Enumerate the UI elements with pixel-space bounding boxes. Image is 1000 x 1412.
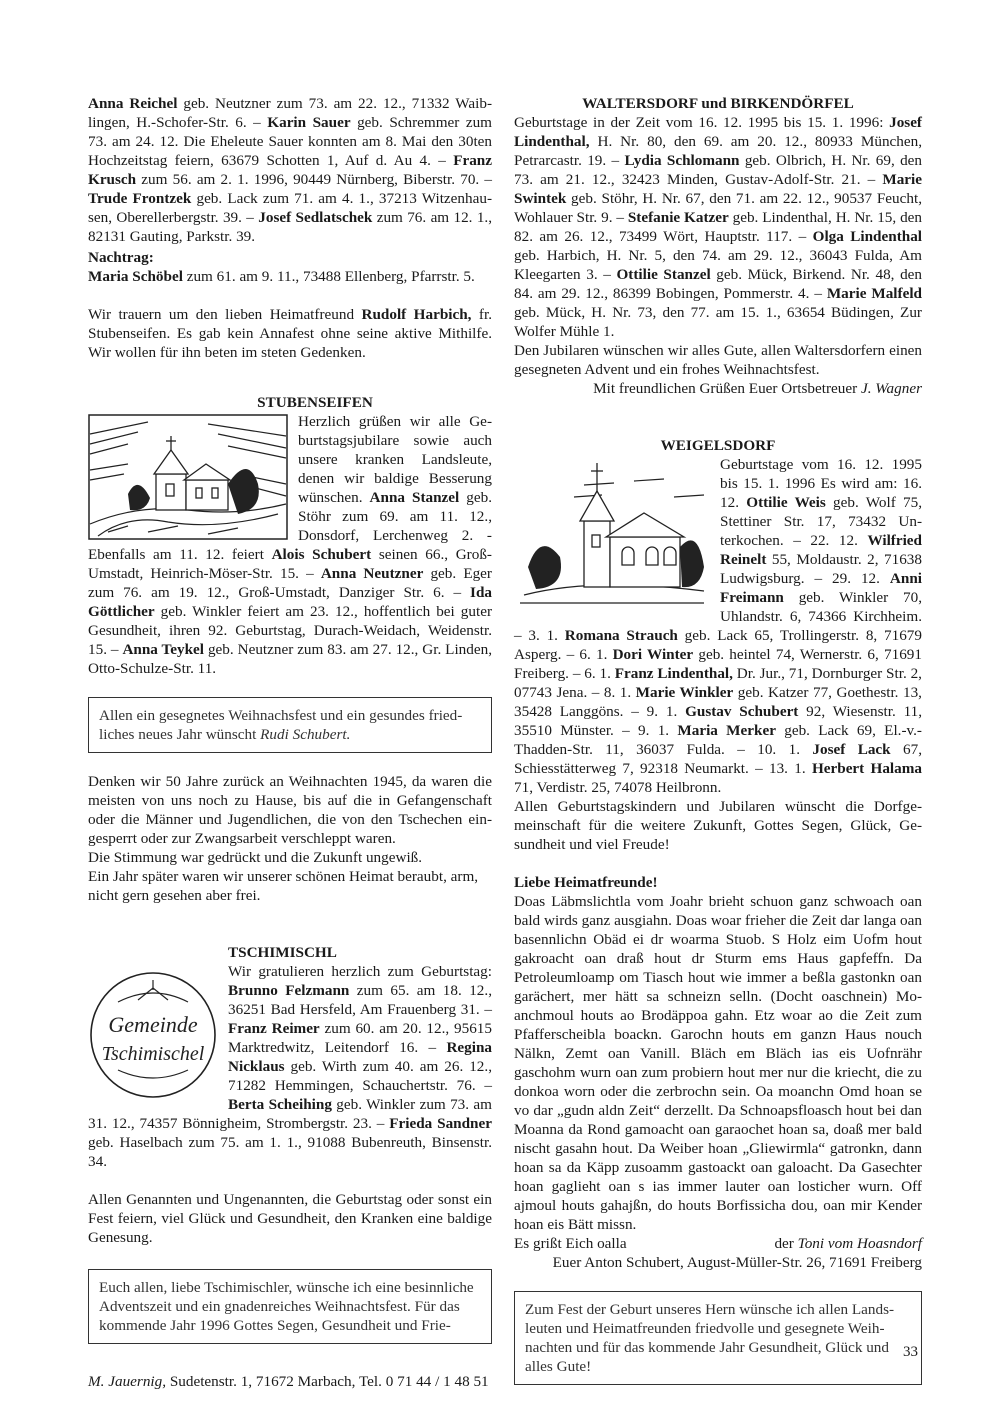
bold-name: Berta Scheihing xyxy=(228,1096,332,1113)
left-column xyxy=(88,94,492,1391)
greeting-box-fest-text: Zum Fest der Geburt unseres Hern wünsche ich allen Landsleuten und Heimatfreunden friedvolle und gesegnete Weihnachten und für das kommende Jahr Gesundheit, Glück und alles Gute! xyxy=(525,1301,895,1375)
waltersdorf-list: Geburtstage in der Zeit vom 16. 12. 1995 bis 15. 1. 1996: Josef Lindenthal, H. Nr. 80, den 69. am 20. 12., 80933 München, Petrarcastr. 19. – Lydia Schlomann geb. Olbrich, H. Nr. 69, den 73. am 21. 12., 32423 Minden, Gustav-Adolf-Str. 21. – Marie Swintek geb. Stöhr, H. Nr. 67, den 71. am 22. 12., 90537 Feucht, Wohlauer Str. 9. – Stefanie Katzer geb. Lindenthal, H. Nr. 15, den 82. am 26. 12., 73499 Wört, Hauptstr. 117. – Olga Lindenthal geb. Harbich, H. Nr. 5, den 74. am 29. 12., 36043 Fulda, Am Kleegarten 3. – Ottilie Stanzel geb. Mück, Birkend. Nr. 48, den 84. am 29. 12., 86399 Bobingen, Pommerstr. 4. – Marie Malfeld geb. Mück, H. Nr. 73, den 77. am 15. 1., 63654 Büdingen, Zur Wolfer Mühle 1. xyxy=(514,114,923,340)
signature-address: Euer Anton Schubert, August-Müller-Str. 26, 71691 Freiberg xyxy=(552,1254,922,1271)
genannten-paragraph: Allen Genannten und Ungenannten, die Geburtstag oder sonst ein Fest feiern, viel Glück und Gesundheit, den Kranken eine baldige Genesung. xyxy=(88,1191,492,1246)
bold-name: Gustav Schubert xyxy=(685,703,799,720)
church-sketch-icon xyxy=(514,457,708,607)
bold-name: Marie Swintek xyxy=(514,171,922,207)
signature-line xyxy=(514,1234,922,1253)
waltersdorf-heading: WALTERSDORF und BIRKENDÖRFEL xyxy=(582,95,854,112)
signature-name-prefix: der xyxy=(774,1235,798,1252)
stamp-text-tschimischel: Tschimischel xyxy=(101,1043,205,1065)
bold-name: Herbert Halama xyxy=(811,760,922,777)
birthday-list-paragraph: Anna Reichel geb. Neutzner zum 73. am 22. 12., 71332 Waiblingen, H.-Schofer-Str. 6. – Karin Sauer geb. Schremmer zum 73. am 24. 12. Die Eheleute Sauer konnten am 8. Mai den 30ten Hochzeitstag feiern, 63679 Schotten 1, Auf d. Au 4. – Franz Krusch zum 56. am 2. 1. 1996, 90449 Nürnberg, Biberstr. 70. – Trude Frontzek geb. Lack zum 71. am 4. 1., 37213 Witzenhausen, Oberellerbergstr. 39. – Josef Sedlatschek zum 76. am 12. 1., 82131 Gauting, Parkstr. 39. xyxy=(88,95,493,245)
right-column xyxy=(514,94,922,1385)
signature-greeting: Es grißt Eich oalla xyxy=(514,1235,627,1252)
dialect-story: Doas Läbmslichtla vom Joahr brieht schuon ganz schwoach oan bald wirds ganz ausgiahn. Doas woar frieher die Zeit dar langa oan basennlichn Obäd ei dr woarma Stuob. S Holz eim Uofm hout gakroacht oan draß hout dr Sturm ems Haus gapfeffn. Da Petroleumloamp om Tiasch hout wie immer a beßla gastonkn oan garächert, mer hätt sa schneizn selln. (Docht oaschnein) Moanchmoul houts ao Brodäppoa gahn. Etz woar ao die Zeit zum Pfafferscheibla boackn. Garochn houts em ganzn Haus nouch Nälkn, Zemt oan Vanill. Bläch em Bläch ias eis Uofnrähr gaschohm wurn oan zum probiern hout mer nur die kriecht, die zu donkoa worn oder die zerbrochn sein. Oa moanchn Omd hoan se vo dar „gudn aldn Zeit“ derzellt. Da Schnoapsfloasch hout bei dan Moanna da Rond gamoacht oan garaochet hoan sa, doaß mer bald nischt gasahn hout. Da Weiber hoan „Gliewirmla“ gatronkn, dann hoan sa da Käpp zusoamm gastoackt oan galoacht. Da Gasechter hoan gaglieht oan s ias immer lauter oan losticher wurn. Off ajmoul houts gahajßn, do houts Borfissicha dou, oan mir Kender hoan eis Bätt missn. xyxy=(514,893,922,1233)
bold-name: Stefanie Katzer xyxy=(627,209,729,226)
waltersdorf-signature: Mit freundlichen Grüßen Euer Ortsbetreuer J. Wagner xyxy=(593,380,922,397)
church-drawing-stubenseifen xyxy=(88,414,288,540)
bold-name: Ottilie Weis xyxy=(746,494,826,511)
bold-name: Dori Winter xyxy=(612,646,694,663)
bold-name: Maria Schöbel xyxy=(88,268,183,285)
bold-name: Regina Nicklaus xyxy=(228,1039,492,1075)
signature-name-italic: Toni vom Hoasndorf xyxy=(797,1235,922,1252)
bold-name: Anna Stanzel xyxy=(369,489,460,506)
bold-name: Olga Lindenthal xyxy=(812,228,923,245)
weigelsdorf-list: Geburtstage vom 16. 12. 1995 bis 15. 1. 1996 Es wird am: 16. 12. Ottilie Weis geb. Wolf 75, Stettiner Str. 17, 73432 Unterkochen. – 22. 12. Wilfried Reinelt 55, Moldaustr. 2, 71638 Ludwigsburg. – 29. 12. Anni Freimann geb. Winkler 70, Uhlandstr. 6, 74366 Kirchheim. – 3. 1. Romana Strauch geb. Lack 65, Trollingerstr. 8, 71679 Asperg. – 6. 1. Dori Winter geb. heintel 74, Wernerstr. 6, 71691 Freiberg. – 6. 1. Franz Lindenthal, Dr. Jur., 71, Dornburger Str. 2, 07743 Jena. – 8. 1. Marie Winkler geb. Katzer 77, Goethestr. 13, 35428 Langgöns. – 9. 1. Gustav Schubert 92, Wiesenstr. 11, 35510 Münster. – 9. 1. Maria Merker geb. Lack 69, El.-v.-Thadden-Str. 11, 36037 Fulda. – 10. 1. Josef Lack 67, Schiesstätterweg 7, 92318 Neumarkt. – 13. 1. Herbert Halama 71, Verdistr. 25, 74078 Heilbronn. xyxy=(514,456,923,796)
bold-name: Anni Freimann xyxy=(720,570,922,606)
bold-name: Frieda Sandner xyxy=(389,1115,492,1132)
bold-name: Ottilie Stanzel xyxy=(616,266,711,283)
bold-name: Franz Krusch xyxy=(88,152,492,188)
bold-name: Anna Neutzner xyxy=(320,565,424,582)
nachtrag-entry: Maria Schöbel zum 61. am 9. 11., 73488 Ellenberg, Pfarrstr. 5. xyxy=(88,268,475,285)
bold-name: Marie Winkler xyxy=(635,684,734,701)
trauer-paragraph: Wir trauern um den lieben Heimatfreund Rudolf Harbich, fr. Stubenseifen. Es gab kein Annafest ohne seine aktive Mithilfe. Wir wollen für ihn beten im steten Gedenken. xyxy=(88,306,493,361)
tschimischl-text: Wir gratulieren herzlich zum Geburtstag: Brunno Felzmann zum 65. am 18. 12., 36251 Bad Hersfeld, Am Frauenberg 31. – Franz Reimer zum 60. am 20. 12., 95615 Marktredwitz, Leitendorf 16. – Regina Nicklaus geb. Wirth zum 40. am 26. 12., 71282 Hemmingen, Schauchertstr. 76. – Berta Scheihing geb. Winkler zum 73. am 31. 12., 74357 Bönnigheim, Strombergstr. 23. – Frieda Sandner geb. Haselbach zum 75. am 1. 1., 91088 Bubenreuth, Binsenstr. 34. xyxy=(88,963,492,1170)
bold-name: Franz Lindenthal, xyxy=(614,665,733,682)
gemeinde-stamp xyxy=(88,970,218,1100)
bold-name: Josef Sedlatschek xyxy=(258,209,373,226)
church-sketch-icon xyxy=(88,414,288,540)
bold-name: Anna Teykel xyxy=(122,641,205,658)
bold-name: Josef Lindenthal, xyxy=(514,114,922,150)
bold-name: Brunno Felzmann xyxy=(228,982,350,999)
greeting-box-schubert xyxy=(88,697,492,753)
greeting-box-tschimischl-text: Euch allen, liebe Tschimischler, wünsche ich eine besinnliche Adventszeit und ein gnadenreiches Weihnachtsfest. Für das kommende Jahr 1996 Gottes Segen, Gesundheit und Frie- xyxy=(99,1279,474,1334)
greeting-box-schubert-text: Allen ein gesegnetes Weihnachsfest und ein gesundes friedliches neues Jahr wünscht Rudi Schubert. xyxy=(99,707,463,743)
italic-text: M. Jauernig, xyxy=(88,1373,167,1390)
denken-line-2: Die Stimmung war gedrückt und die Zukunft ungewiß. xyxy=(88,849,423,866)
greeting-box-fest xyxy=(514,1291,922,1385)
greeting-box-tschimischl xyxy=(88,1269,492,1344)
page-number: 33 xyxy=(903,1344,918,1360)
bold-name: Alois Schubert xyxy=(271,546,372,563)
bold-name: Anna Reichel xyxy=(88,95,178,112)
bold-name: Rudolf Harbich, xyxy=(361,306,472,323)
italic-text: J. Wagner xyxy=(860,380,922,397)
denken-line-3: Ein Jahr später waren wir unserer schönen Heimat beraubt, arm, nicht gern gesehen aber frei. xyxy=(88,868,479,904)
stubenseifen-heading: STUBENSEIFEN xyxy=(257,394,373,411)
signature-name xyxy=(774,1234,922,1253)
bold-name: Karin Sauer xyxy=(267,114,351,131)
nachtrag-label: Nachtrag: xyxy=(88,249,154,266)
bold-name: Trude Frontzek xyxy=(88,190,192,207)
bold-name: Franz Reimer xyxy=(228,1020,320,1037)
weigelsdorf-heading: WEIGELSDORF xyxy=(660,437,776,454)
bold-name: Romana Strauch xyxy=(564,627,678,644)
bold-name: Maria Merker xyxy=(677,722,776,739)
jauernig-footer: M. Jauernig, Sudetenstr. 1, 71672 Marbach, Tel. 0 71 44 / 1 48 51 xyxy=(88,1373,489,1390)
italic-text: Rudi Schubert. xyxy=(260,726,351,743)
stamp-text-gemeinde: Gemeinde xyxy=(108,1012,198,1037)
bold-name: Lydia Schlomann xyxy=(624,152,740,169)
tschimischl-heading: TSCHIMISCHL xyxy=(228,944,337,961)
liebe-heading: Liebe Heimatfreunde! xyxy=(514,874,658,891)
bold-name: Ida Göttlicher xyxy=(88,584,492,620)
stamp-seal-icon xyxy=(88,970,218,1100)
church-drawing-weigelsdorf xyxy=(514,457,708,607)
bold-name: Wilfried Reinelt xyxy=(720,532,922,568)
stubenseifen-text: Herzlich grüßen wir alle Geburtstagsjubilare sowie auch unsere kranken Landsleute, denen wir baldige Besserung wünschen. Anna Stanzel geb. Stöhr zum 69. am 11. 12., Donsdorf, Lerchenweg 2. - Ebenfalls am 11. 12. feiert Alois Schubert seinen 66., Groß-Umstadt, Heinrich-Möser-Str. 15. – Anna Neutzner geb. Eger zum 76. am 19. 12., Groß-Umstadt, Danziger Str. 6. – Ida Göttlicher geb. Winkler feiert am 23. 12., hoffentlich bei guter Gesundheit, ihren 92. Geburtstag, Durach-Weidach, Weidenstr. 15. – Anna Teykel geb. Neutzner zum 83. am 27. 12., Gr. Linden, Otto-Schulze-Str. 11. xyxy=(88,413,492,677)
bold-name: Josef Lack xyxy=(812,741,891,758)
weigelsdorf-wishes: Allen Geburtstagskindern und Jubilaren wünscht die Dorfgemeinschaft für die weitere Zukunft, Gottes Segen, Glück, Gesundheit und viel Freude! xyxy=(514,798,922,853)
bold-name: Marie Malfeld xyxy=(826,285,922,302)
denken-paragraph: Denken wir 50 Jahre zurück an Weihnachten 1945, da waren die meisten von uns noch zu Hause, bis auf die in Gefangenschaft oder die Männer und Jugendlichen, die von den Tschechen eingesperrt oder zur Zwangsarbeit verschleppt waren. xyxy=(88,773,492,847)
waltersdorf-wishes: Den Jubilaren wünschen wir alles Gute, allen Waltersdorfern einen gesegneten Advent und ein frohes Weihnachtsfest. xyxy=(514,342,922,378)
